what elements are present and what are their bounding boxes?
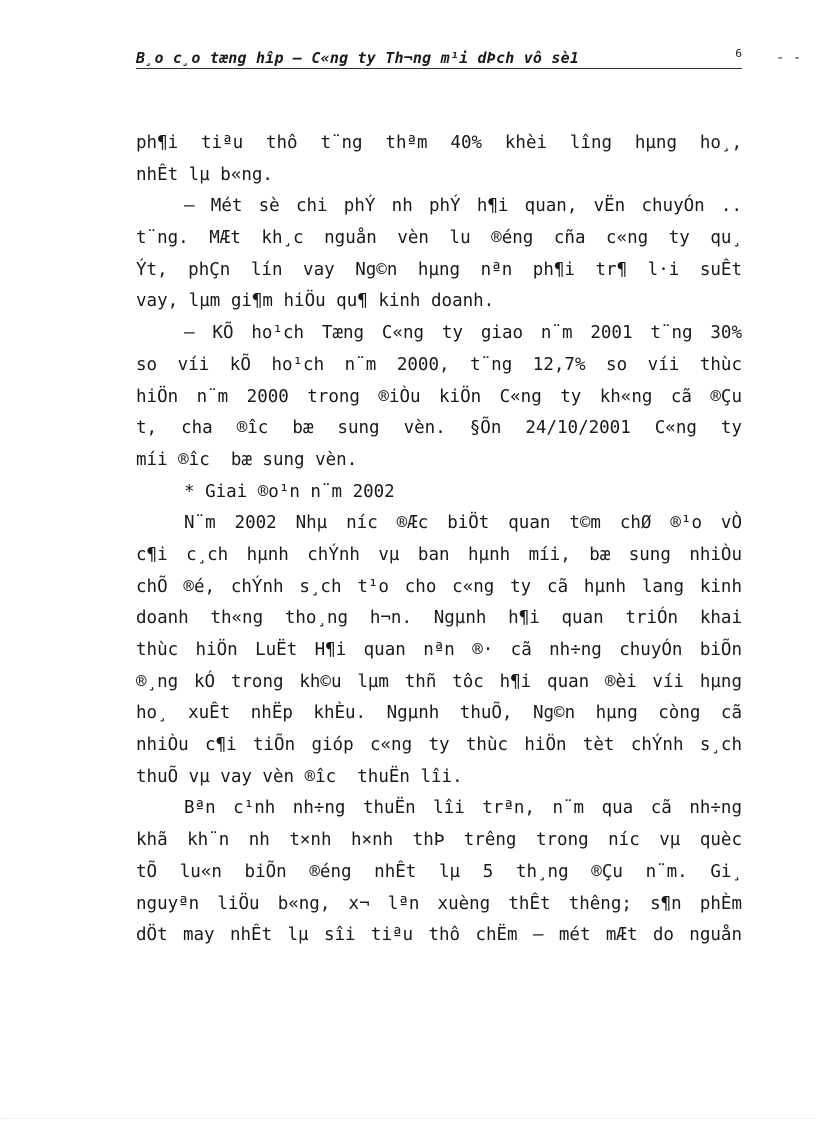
paragraph: [136, 128, 742, 191]
text-line: Ýt, phÇn lín vay Ng©n hµng nªn ph¶i tr¶ l·i suÊt: [136, 259, 742, 280]
text-line: nguyªn liÖu b«ng, x¬ lªn xuèng thÊt thêng; s¶n phÈm: [136, 893, 742, 914]
text-line: N¨m 2002 Nhµ níc ®Æc biÖt quan t©m chØ ®¹o vÒ: [184, 513, 742, 534]
text-line: c¶i c¸ch hµnh chÝnh vµ ban hµnh míi, bæ sung nhiÒu: [136, 544, 742, 565]
text-line: – KÕ ho¹ch Tæng C«ng ty giao n¨m 2001 t¨ng 30%: [184, 323, 742, 344]
text-line: thuÕ vµ vay vèn ®îc thuËn lîi.: [136, 766, 463, 787]
text-line: ®¸ng kÓ trong kh©u lµm thñ tôc h¶i quan ®èi víi hµng: [136, 671, 742, 692]
text-line: ho¸ xuÊt nhËp khÈu. Ngµnh thuÕ, Ng©n hµng còng cã: [136, 703, 742, 724]
text-line: dÖt may nhÊt lµ sîi tiªu thô chËm – mét mÆt do nguån: [136, 925, 742, 946]
text-line: Bªn c¹nh nh÷ng thuËn lîi trªn, n¨m qua cã nh÷ng: [184, 798, 742, 819]
text-line: * Giai ®o¹n n¨m 2002: [184, 481, 395, 502]
text-line: vay, lµm gi¶m hiÖu qu¶ kinh doanh.: [136, 291, 495, 312]
paragraph: [136, 318, 742, 476]
text-line: t¨ng. MÆt kh¸c nguån vèn lu ®éng cña c«ng ty qu¸: [136, 228, 742, 249]
document-body: [136, 128, 742, 952]
text-line: nhÊt lµ b«ng.: [136, 164, 273, 185]
text-line: t, cha ®îc bæ sung vèn. §Õn 24/10/2001 C«ng ty: [136, 418, 742, 439]
page-number: 6: [735, 47, 742, 60]
header-title: B¸o c¸o tæng hîp – C«ng ty Th¬ng m¹i dÞch vô sè1: [136, 49, 580, 67]
text-line: míi ®îc bæ sung vèn.: [136, 449, 358, 470]
text-line: hiÖn n¨m 2000 trong ®iÒu kiÖn C«ng ty kh«ng cã ®Çu: [136, 386, 742, 407]
text-line: tÕ lu«n biÕn ®éng nhÊt lµ 5 th¸ng ®Çu n¨m. Gi¸: [136, 861, 742, 882]
page-header: [136, 46, 742, 69]
header-trail: - -: [776, 50, 802, 66]
paragraph: [136, 793, 742, 951]
page-bottom-rule: [0, 1118, 816, 1119]
text-line: khã kh¨n nh t×nh h×nh thÞ trêng trong níc vµ quèc: [136, 830, 742, 851]
paragraph: [136, 508, 742, 793]
paragraph: [136, 191, 742, 318]
text-line: so víi kÕ ho¹ch n¨m 2000, t¨ng 12,7% so víi thùc: [136, 354, 742, 375]
section-heading: [136, 477, 742, 509]
text-line: ph¶i tiªu thô t¨ng thªm 40% khèi lîng hµng ho¸,: [136, 133, 742, 153]
text-line: thùc hiÖn LuËt H¶i quan nªn ®· cã nh÷ng chuyÓn biÕn: [136, 640, 742, 660]
text-line: – Mét sè chi phÝ nh phÝ h¶i quan, vËn chuyÓn ..: [184, 196, 742, 217]
text-line: nhiÒu c¶i tiÕn gióp c«ng ty thùc hiÖn tèt chÝnh s¸ch: [136, 735, 742, 756]
text-line: doanh th«ng tho¸ng h¬n. Ngµnh h¶i quan triÓn khai: [136, 608, 742, 629]
text-line: chÕ ®é, chÝnh s¸ch t¹o cho c«ng ty cã hµnh lang kinh: [136, 576, 742, 597]
